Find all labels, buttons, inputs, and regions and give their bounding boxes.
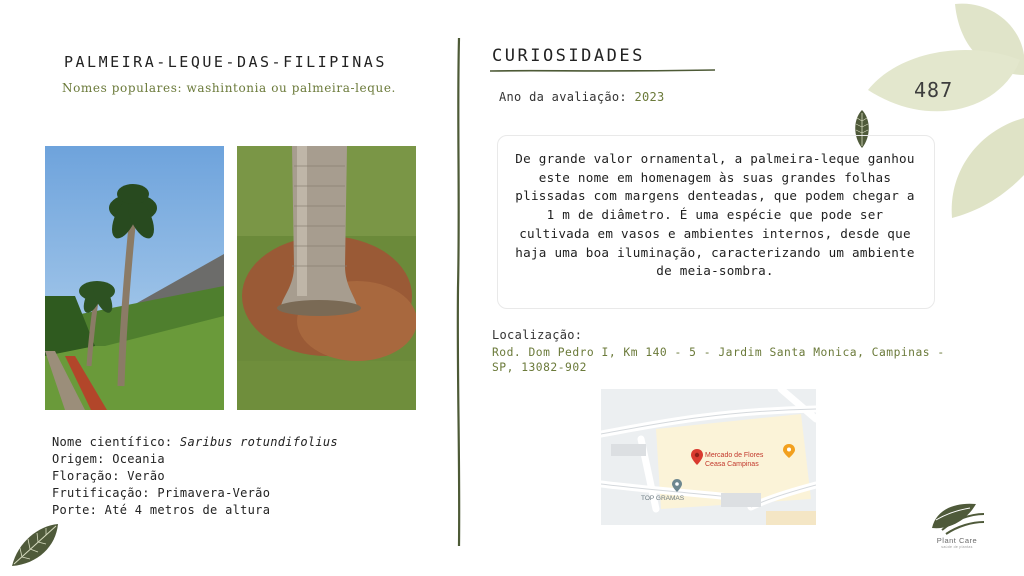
map-nearby-label[interactable]: TOP GRAMAS bbox=[641, 495, 685, 502]
curiosities-underline bbox=[490, 68, 715, 74]
map-pin-grey-icon[interactable] bbox=[672, 479, 682, 492]
popular-names: Nomes populares: washintonia ou palmeira-leque. bbox=[62, 81, 396, 95]
evaluation-year-value: 2023 bbox=[634, 90, 665, 104]
logo-name: Plant Care bbox=[936, 536, 978, 545]
scientific-name-label: Nome científico: bbox=[52, 435, 180, 449]
location-address: Rod. Dom Pedro I, Km 140 - 5 - Jardim Santa Monica, Campinas - SP, 13082-902 bbox=[492, 346, 945, 374]
curiosities-title: CURIOSIDADES bbox=[492, 46, 645, 66]
map-place-label[interactable] bbox=[705, 451, 763, 469]
plant-facts bbox=[52, 434, 338, 519]
fruiting-row: Frutificação: Primavera-Verão bbox=[52, 486, 271, 500]
location-map[interactable] bbox=[601, 389, 816, 525]
page-title: PALMEIRA-LEQUE-DAS-FILIPINAS bbox=[64, 53, 387, 71]
leaf-icon-bottom-left bbox=[8, 522, 62, 570]
evaluation-year-label: Ano da avaliação: bbox=[499, 90, 635, 104]
description-text: De grande valor ornamental, a palmeira-leque ganhou este nome em homenagem às suas grandes folhas plissadas com margens denteadas, que podem chegar a 1 m de diâmetro. É uma espécie que pode ser cultivada em vasos e ambientes internos, desde que haja uma boa iluminação, caracterizando um ambiente de meia-sombra. bbox=[515, 151, 915, 279]
map-pin-orange-icon[interactable] bbox=[783, 444, 795, 458]
scientific-name-value: Saribus rotundifolius bbox=[179, 435, 338, 449]
flowering-row: Floração: Verão bbox=[52, 469, 165, 483]
evaluation-year bbox=[499, 90, 665, 104]
map-place-line1: Mercado de Flores bbox=[705, 452, 764, 459]
origin-row: Origem: Oceania bbox=[52, 452, 165, 466]
size-row: Porte: Até 4 metros de altura bbox=[52, 503, 271, 517]
map-place-line2: Ceasa Campinas bbox=[705, 461, 759, 468]
location-label: Localização: bbox=[492, 328, 583, 342]
scientific-name-row bbox=[52, 434, 338, 451]
logo-tagline: saúde de plantas bbox=[941, 545, 973, 549]
tree-number: 487 bbox=[914, 78, 954, 102]
palm-trunk-photo bbox=[237, 146, 416, 410]
vertical-divider bbox=[454, 38, 464, 546]
map-pin-red-icon[interactable] bbox=[691, 449, 703, 465]
palm-trees-photo bbox=[45, 146, 224, 410]
